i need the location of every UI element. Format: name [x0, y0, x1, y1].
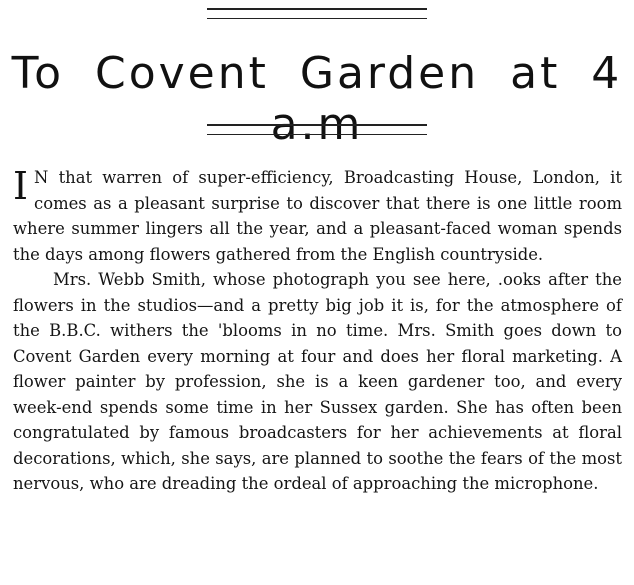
- headline: To Covent Garden at 4 a.m: [11, 48, 623, 150]
- top-double-rule: [207, 8, 427, 19]
- bottom-double-rule: [207, 124, 427, 135]
- paragraph-1-text: N that warren of super-efficiency, Broadcasting House, London, it comes as a pleasant surprise to discover that there is one little room where summer lingers all the year, and a pleasant-faced woman spends the days among flowers gathered from the English countryside.: [13, 168, 622, 264]
- article-body: [13, 165, 622, 497]
- paragraph-2: Mrs. Webb Smith, whose photograph you see here, .ooks after the flowers in the studios—and a pretty big job it is, for the atmosphere of the B.B.C. withers the 'blooms in no time. Mrs. Smith goes down to Covent Garden every morning at four and does her floral marketing. A flower painter by profession, she is a keen gardener too, and every week-end spends some time in her Sussex garden. She has often been congratulated by famous broadcasters for her achievements at floral decorations, which, she says, are planned to soothe the fears of the most nervous, who are dreading the ordeal of approaching the microphone.: [13, 270, 622, 493]
- drop-cap: I: [13, 164, 29, 208]
- paragraph-1: [13, 165, 622, 267]
